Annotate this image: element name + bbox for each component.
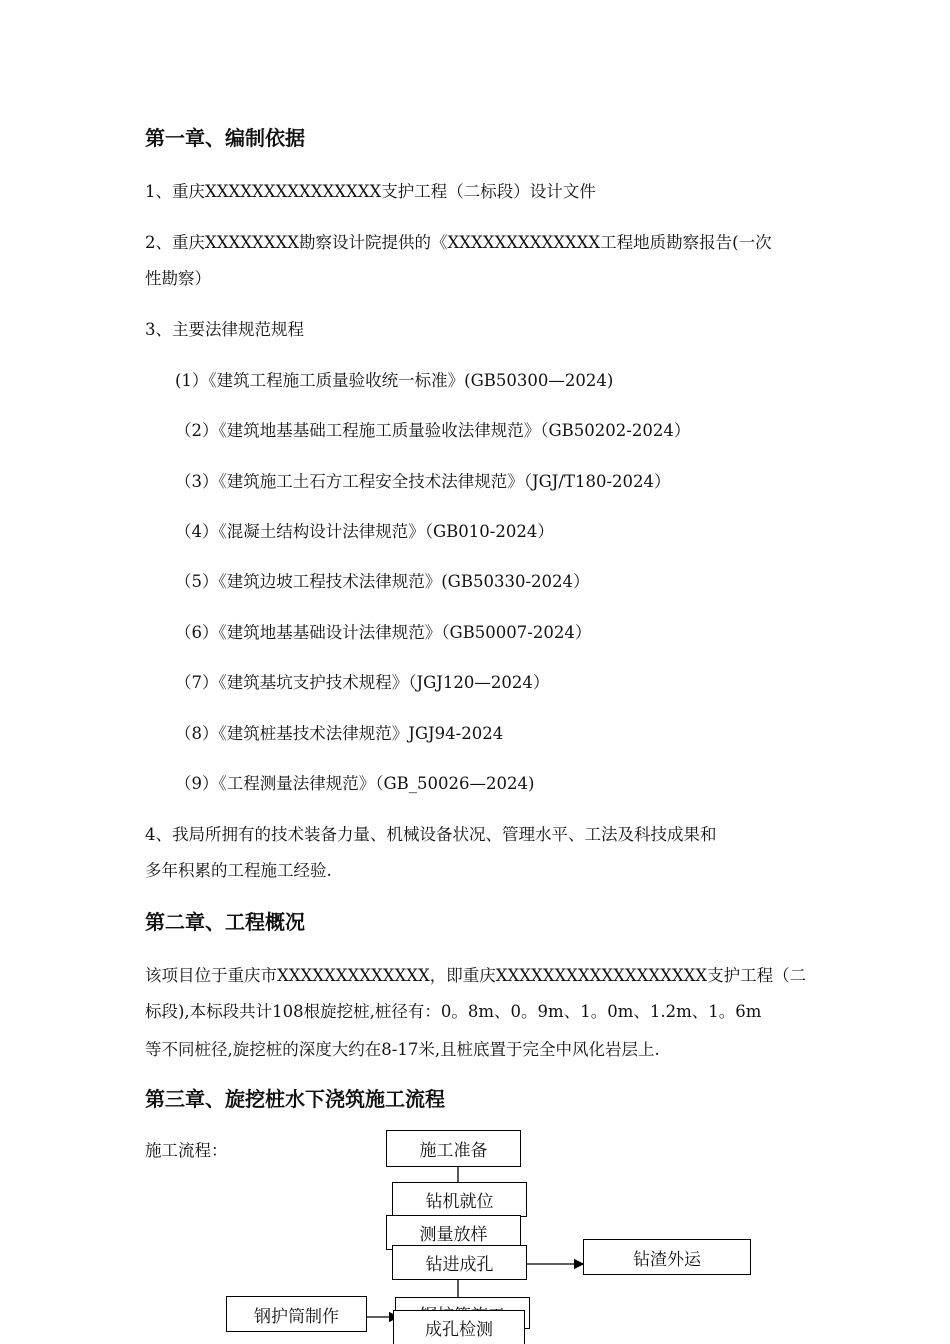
flow-box-casing-make: 钢护筒制作 — [226, 1296, 367, 1332]
chapter1-title: 第一章、编制依据 — [145, 126, 305, 150]
basis-item-2-line2: 性勘察） — [145, 269, 211, 288]
standard-item: （9）《工程测量法律规范》（GB_50026—2024) — [175, 774, 535, 793]
standard-item: （4）《混凝土结构设计法律规范》（GB010-2024） — [175, 522, 554, 541]
standard-item: (1）《建筑工程施工质量验收统一标准》(GB50300—2024) — [175, 371, 614, 390]
flow-box-rig: 钻机就位 — [392, 1182, 527, 1217]
standard-item: （7）《建筑基坑支护技术规程》（JGJ120—2024） — [175, 673, 550, 692]
overview-line-3: 等不同桩径,旋挖桩的深度大约在8-17米,且桩底置于完全中风化岩层上. — [145, 1040, 660, 1059]
standard-item: （3）《建筑施工土石方工程安全技术法律规范》（JGJ/T180-2024） — [175, 472, 671, 491]
chapter3-title: 第三章、旋挖桩水下浇筑施工流程 — [145, 1087, 445, 1111]
overview-line-1: 该项目位于重庆市XXXXXXXXXXXXX，即重庆XXXXXXXXXXXXXXXXXX支护工程（二 — [145, 966, 807, 985]
basis-item-3: 3、主要法律规范规程 — [145, 320, 304, 339]
standard-item: （8）《建筑桩基技术法律规范》JGJ94-2024 — [175, 724, 504, 743]
standard-item: （2）《建筑地基基础工程施工质量验收法律规范》（GB50202-2024） — [175, 421, 691, 440]
basis-item-4-line2: 多年积累的工程施工经验. — [145, 861, 332, 880]
chapter2-title: 第二章、工程概况 — [145, 910, 305, 934]
flow-box-survey: 测量放样 — [386, 1215, 521, 1250]
basis-item-4-line1: 4、我局所拥有的技术装备力量、机械设备状况、管理水平、工法及科技成果和 — [145, 825, 717, 844]
flow-label: 施工流程： — [145, 1141, 228, 1160]
overview-line-2: 标段),本标段共计108根旋挖桩,桩径有：0。8m、0。9m、1。0m、1.2m、1。6m — [145, 1002, 762, 1021]
basis-item-2-line1: 2、重庆XXXXXXXX勘察设计院提供的《XXXXXXXXXXXXX工程地质勘察报告(一次 — [145, 233, 772, 252]
flow-box-hole-check: 成孔检测 — [393, 1310, 525, 1344]
flow-box-prep: 施工准备 — [386, 1130, 521, 1167]
standard-item: （6）《建筑地基基础设计法律规范》（GB50007-2024） — [175, 623, 592, 642]
flow-box-slag: 钻渣外运 — [583, 1239, 751, 1275]
flow-box-drill: 钻进成孔 — [392, 1245, 527, 1280]
standard-item: （5）《建筑边坡工程技术法律规范》(GB50330-2024） — [175, 572, 590, 591]
basis-item-1: 1、重庆XXXXXXXXXXXXXXX支护工程（二标段）设计文件 — [145, 182, 596, 201]
